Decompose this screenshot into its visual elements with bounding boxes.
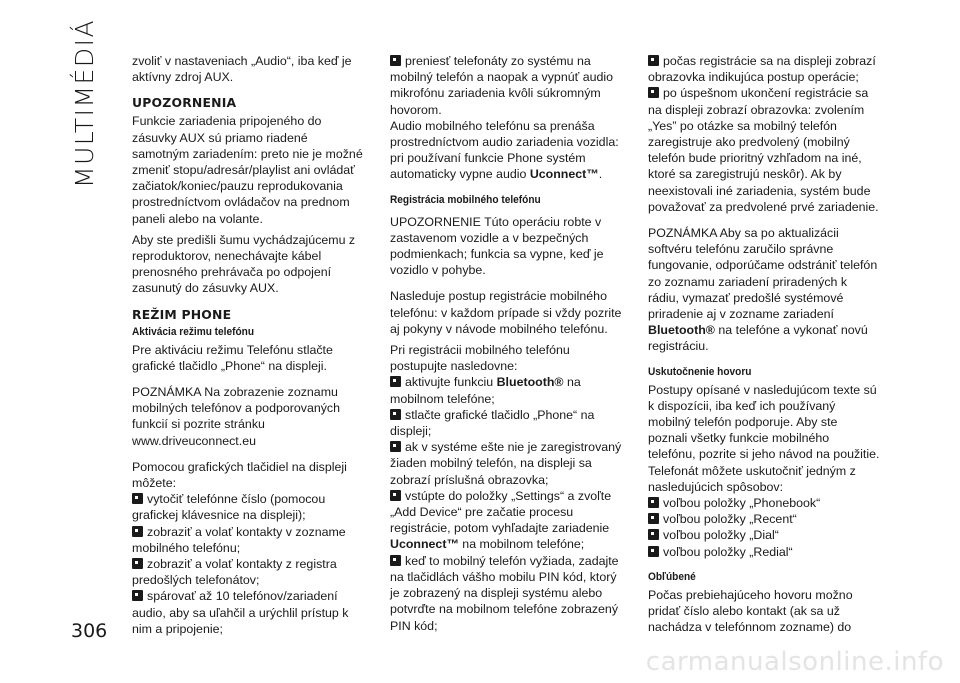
note: POZNÁMKA Na zobrazenie zoznamu mobilných telefónov a podporovaných funkcií si pozrite stránku www.driveuconnect.eu: [132, 385, 341, 448]
list-item: ak v systéme ešte nie je zaregistrovaný žiaden mobilný telefón, na displeji sa zobrazí príslušná obrazovka;: [390, 440, 622, 487]
list-item: po úspešnom ukončení registrácie sa na displeji zobrazí obrazovka: zvolením „Yes” po otázke sa mobilný telefón zaregistruje ako predvolený (mobilný telefón bude prioritný vzhľadom na iné, ktoré sa zaregistrujú neskôr). Ak by neexistovali iné zariadenia, systém bude považovať za predvolené prvé zariadenie.: [648, 86, 879, 214]
paragraph: Nasleduje postup registrácie mobilného telefónu: v každom prípade si vždy pozrite aj pokyny v návode mobilného telefónu.: [390, 289, 622, 336]
bullet-icon: [390, 376, 401, 387]
paragraph: Postupy opísané v nasledujúcom texte sú k dispozícii, iba keď ich používaný mobilný telefón podporuje. Aby ste poznali všetky funkcie mobilného telefónu, pozrite si jeho návod na použitie.: [648, 382, 880, 462]
paragraph: zvoliť v nastaveniach „Audio“, iba keď je aktívny zdroj AUX.: [132, 54, 352, 85]
column-1: [132, 53, 364, 637]
warning: UPOZORNENIE Túto operáciu robte v zastavenom vozidle a v bezpečných podmienkach; funkcia sa vypne, keď je vozidlo v pohybe.: [390, 214, 604, 278]
list-item: voľbou položky „Redial“: [648, 544, 880, 560]
list-item: zobraziť a volať kontakty v zozname mobilného telefónu;: [132, 524, 346, 555]
paragraph: Aby ste predišli šumu vychádzajúcemu z reproduktorov, nenechávajte kábel prenosného prehrávača po odpojení zasunutý do zásuvky AUX.: [132, 232, 356, 296]
paragraph: Funkcie zariadenia pripojeného do zásuvky AUX sú priamo riadené samotným zariadením: preto nie je možné zmeniť stopu/adresár/playlist ani ovládať začiatok/koniec/pauzu reprodukovania prostredníctvom ovládačov na prednom paneli alebo na volante.: [132, 114, 363, 226]
list-item: keď to mobilný telefón vyžiada, zadajte na tlačidlách vášho mobilu PIN kód, ktorý je zobrazený na displeji systému alebo potvrďte na mobilnom telefóne zobrazený PIN kód;: [390, 553, 619, 633]
list-item: voľbou položky „Recent“: [648, 511, 880, 527]
heading-warnings: UPOZORNENIA: [132, 95, 237, 111]
page-number: 306: [71, 620, 108, 642]
subheading-registration: Registrácia mobilného telefónu: [390, 193, 541, 206]
subheading-activation: Aktivácia režimu telefónu: [132, 325, 255, 338]
subheading-favorites: Obľúbené: [648, 570, 696, 583]
bullet-icon: [648, 513, 659, 524]
bullet-icon: [648, 87, 659, 98]
bullet-icon: [648, 529, 659, 540]
subheading-make-call: Uskutočnenie hovoru: [648, 365, 752, 378]
column-3: [648, 53, 880, 636]
list-item: stlačte grafické tlačidlo „Phone“ na displeji;: [390, 407, 595, 439]
bullet-icon: [390, 490, 401, 501]
list-item: vstúpte do položky „Settings“ a zvoľte „Add Device“ pre začatie procesu registrácie, potom vyhľadajte zariadenie Uconnect™ na mobilnom telefóne;: [390, 488, 612, 552]
watermark: carmanualsonline.info: [645, 647, 944, 677]
bullet-icon: [132, 558, 143, 569]
list-item: voľbou položky „Dial“: [648, 527, 880, 543]
paragraph: Telefonát môžete uskutočniť jedným z nasledujúcich spôsobov:: [648, 463, 856, 494]
bullet-icon: [132, 526, 143, 537]
note: POZNÁMKA Aby sa po aktualizácii softvéru telefónu zaručilo správne fungovanie, odporúčame odstrániť telefón zo zoznamu zariadení priradených k rádiu, vymazať predošlé systémové priradenie aj v zozname zariadení Bluetooth® na telefóne a vykonať novú registráciu.: [648, 226, 878, 354]
bullet-icon: [648, 497, 659, 508]
bullet-icon: [390, 55, 401, 66]
paragraph: Pre aktiváciu režimu Telefónu stlačte grafické tlačidlo „Phone“ na displeji.: [132, 342, 333, 373]
bullet-icon: [390, 441, 401, 452]
list-item: spárovať až 10 telefónov/zariadení audio, aby sa uľahčil a urýchlil prístup k nim a pripojenie;: [132, 589, 349, 636]
paragraph: Pomocou grafických tlačidiel na displeji môžete:: [132, 459, 347, 491]
paragraph: Počas prebiehajúceho hovoru možno pridať číslo alebo kontakt (ak sa už nachádza v telefónnom zozname) do: [648, 587, 853, 635]
heading-phone-mode: REŽIM PHONE: [132, 306, 232, 322]
paragraph: Pri registrácii mobilného telefónu postupujte nasledovne:: [390, 343, 570, 374]
list-item: počas registrácie sa na displeji zobrazí obrazovka indikujúca postup operácie;: [648, 54, 876, 85]
bullet-icon: [648, 546, 659, 557]
list-item: voľbou položky „Phonebook“: [648, 495, 880, 511]
bullet-icon: [132, 493, 143, 504]
section-title: MULTIMÉDIÁ: [70, 18, 99, 188]
list-item: zobraziť a volať kontakty z registra predošlých telefonátov;: [132, 557, 337, 588]
bullet-icon: [648, 55, 659, 66]
list-item: aktivujte funkciu Bluetooth® na mobilnom telefóne;: [390, 375, 581, 406]
bullet-icon: [132, 590, 143, 601]
bullet-icon: [390, 555, 401, 566]
list-item: preniesť telefonáty zo systému na mobilný telefón a naopak a vypnúť audio mikrofónu zariadenia kvôli súkromným hovorom.: [390, 54, 614, 117]
list-item: vytočiť telefónne číslo (pomocou grafickej klávesnice na displeji);: [132, 492, 326, 523]
column-2: [390, 53, 622, 634]
paragraph: Audio mobilného telefónu sa prenáša prostredníctvom audio zariadenia vozidla: pri používaní funkcie Phone systém automaticky vypne audio Uconnect™.: [390, 118, 619, 182]
bullet-icon: [390, 409, 401, 420]
